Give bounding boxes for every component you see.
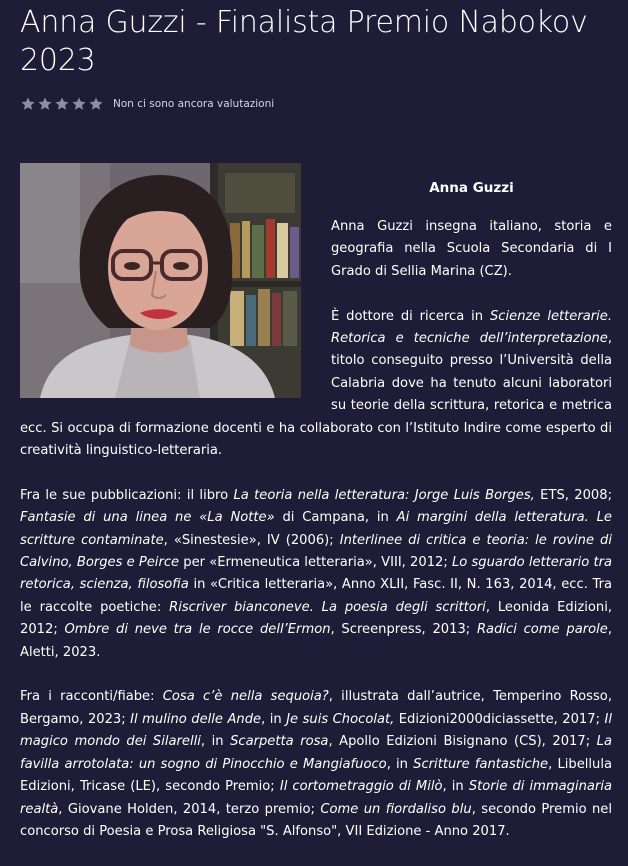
- stories-segment: Il mulino delle Ande: [130, 711, 262, 727]
- rating-status-text: Non ci sono ancora valutazioni: [113, 98, 275, 110]
- publications-segment: di Campana, in: [274, 510, 397, 526]
- publications-segment: Fra le sue pubblicazioni: il libro: [20, 487, 234, 503]
- publications-segment: Lo sguardo letterario tra retorica, scienza, filosofia: [20, 555, 613, 593]
- stories-segment: Fra i racconti/fiabe:: [20, 689, 163, 705]
- publications-segment: Ai margini della letteratura. Le scritture contaminate: [20, 510, 612, 548]
- stories-segment: Storie di immaginaria realtà: [20, 779, 612, 817]
- stories-segment: Il magico mondo dei Silarelli: [20, 711, 612, 750]
- star-icon[interactable]: [54, 96, 70, 112]
- stories-segment: Je suis Chocolat,: [286, 711, 395, 727]
- publications-segment: Ombre di neve tra le rocce dell’Ermon: [64, 622, 331, 638]
- stories-segment: Il cortometraggio di Milò: [279, 779, 443, 795]
- stories-segment: , in: [442, 779, 469, 795]
- article-body: [20, 163, 612, 866]
- publications-segment: in «Critica letteraria», Anno XLII, Fasc. II, N. 163, 2014, ecc. Tra le raccolte poetiche:: [20, 577, 612, 615]
- publications-segment: La teoria nella letteratura: Jorge Luis Borges,: [233, 487, 535, 503]
- publications-segment: , Aletti, 2023.: [20, 622, 612, 660]
- bio-paragraph-1: Anna Guzzi insegna italiano, storia e geografia nella Scuola Secondaria di I Grado di Sellia Marina (CZ).: [331, 219, 612, 279]
- rating-widget[interactable]: [20, 96, 274, 112]
- publications-segment: Fantasie di una linea ne «La Notte»: [20, 510, 275, 526]
- publications-segment: , Screenpress, 2013;: [330, 622, 477, 638]
- stories-segment: , secondo Premio nel concorso di Poesia e Prosa Religiosa "S. Alfonso", VII Edizione - Anno 2017.: [20, 801, 612, 839]
- author-name-heading: Anna Guzzi: [429, 180, 514, 196]
- star-icon[interactable]: [20, 96, 36, 112]
- stories-segment: Cosa c’è nella sequoia?: [162, 689, 329, 705]
- stories-segment: , illustrata dall’autrice, Temperino Rosso, Bergamo, 2023;: [20, 689, 612, 727]
- page-title: Anna Guzzi - Finalista Premio Nabokov 2023: [20, 5, 588, 78]
- stories-segment: , Apollo Edizioni Bisignano (CS), 2017;: [328, 734, 597, 750]
- stories-segment: Edizioni2000diciassette, 2017;: [394, 711, 605, 727]
- star-icon[interactable]: [37, 96, 53, 112]
- publications-segment: Interlinee di critica e teoria: le rovine di Calvino, Borges e Peirce: [20, 532, 612, 571]
- stories-segment: Come un fiordaliso blu: [320, 801, 472, 817]
- publications-segment: per «Ermeneutica letteraria», VIII, 2012;: [179, 555, 452, 571]
- star-rating[interactable]: [20, 96, 104, 112]
- star-icon[interactable]: [71, 96, 87, 112]
- stories-segment: , in: [200, 734, 231, 750]
- publications-segment: , «Sinestesie», IV (2006);: [163, 532, 340, 548]
- publications-segment: Radici come parole: [476, 622, 608, 638]
- stories-segment: , Libellula Edizioni, Tricase (LE), secondo Premio;: [20, 756, 612, 795]
- publications-paragraph: [20, 485, 612, 664]
- stories-segment: , Giovane Holden, 2014, terzo premio;: [58, 801, 321, 817]
- bio-p2-text-a: È dottore di ricerca in: [331, 308, 490, 324]
- publications-segment: ETS, 2008;: [534, 487, 612, 503]
- stories-paragraph: [20, 686, 612, 843]
- stories-segment: Scritture fantastiche: [413, 756, 549, 772]
- stories-segment: La favilla arrotolata: un sogno di Pinocchio e Mangiafuoco: [20, 734, 612, 772]
- stories-segment: Scarpetta rosa: [230, 734, 329, 750]
- publications-segment: , Leonida Edizioni, 2012;: [20, 599, 612, 638]
- publications-segment: Riscriver bianconeve. La poesia degli scrittori: [169, 599, 486, 615]
- bio-p2-text-c: , titolo conseguito presso l’Università della Calabria dove ha tenuto alcuni laboratori su teorie della scrittura, retorica e metrica ecc. Si occupa di formazione docenti e ha collaborato con l’Istituto Indire come esperto di creatività linguistico-letteraria.: [20, 331, 612, 459]
- author-photo: [20, 163, 301, 398]
- star-icon[interactable]: [88, 96, 104, 112]
- stories-segment: , in: [386, 756, 414, 772]
- bio-p2-phd-title: Scienze letterarie. Retorica e tecniche dell’interpretazione: [331, 308, 612, 347]
- stories-segment: , in: [261, 711, 287, 727]
